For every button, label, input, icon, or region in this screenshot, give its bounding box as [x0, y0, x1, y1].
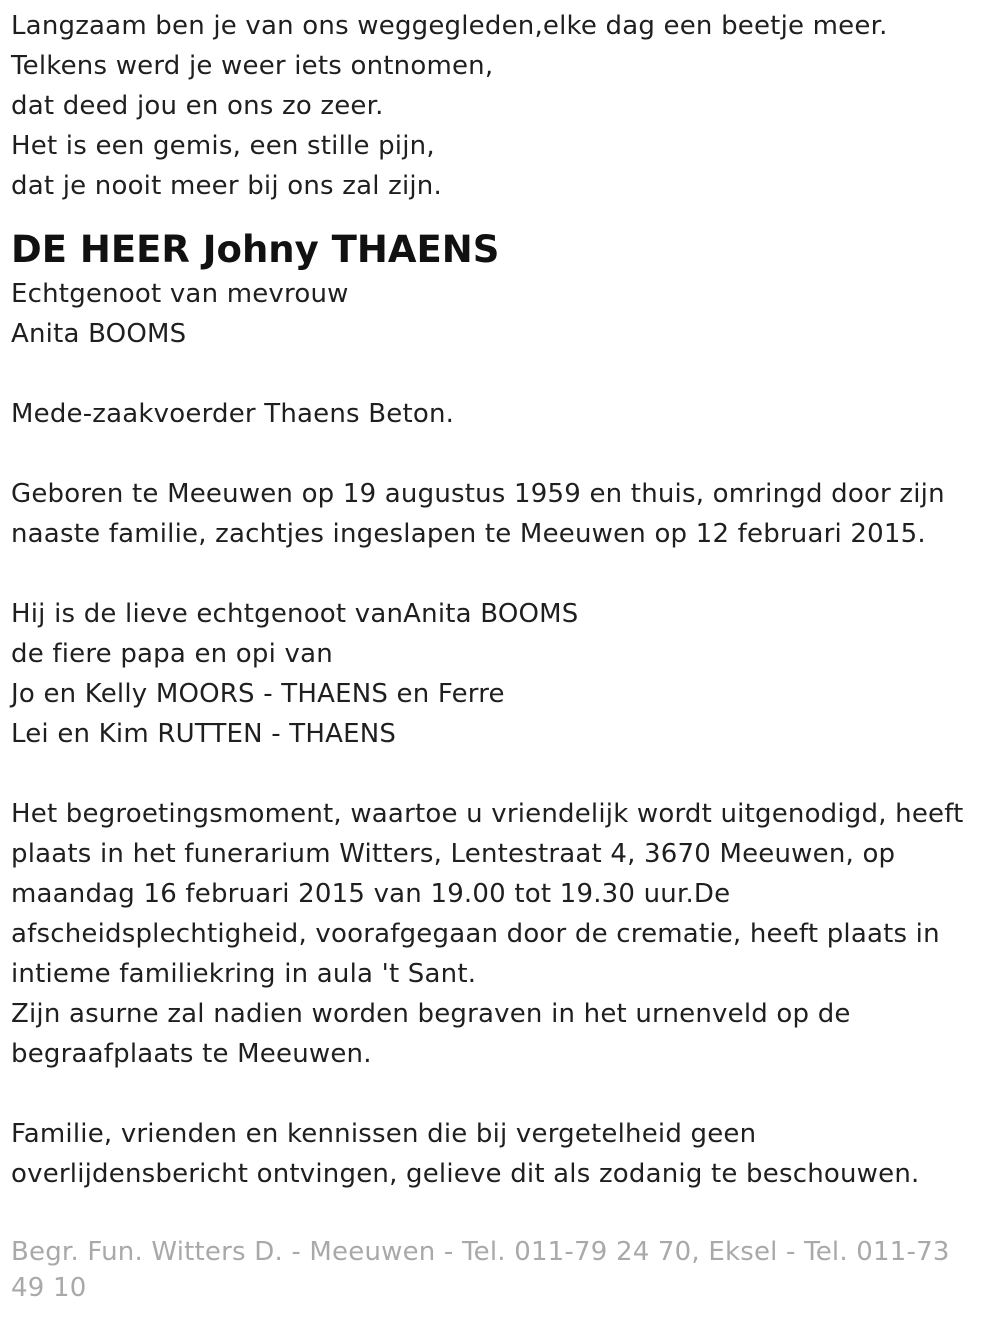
- poem-line: dat deed jou en ons zo zeer.: [11, 91, 384, 121]
- ceremony-line: intieme familiekring in aula 't Sant.: [11, 959, 477, 989]
- family-line: Jo en Kelly MOORS - THAENS en Ferre: [11, 679, 505, 709]
- notice-line: overlijdensbericht ontvingen, gelieve dit als zodanig te beschouwen.: [11, 1159, 920, 1189]
- ceremony-line: maandag 16 februari 2015 van 19.00 tot 19.30 uur.De: [11, 879, 731, 909]
- spacer: [11, 754, 991, 794]
- deceased-name-title: DE HEER Johny THAENS: [11, 228, 500, 271]
- spacer: [11, 554, 991, 594]
- poem-block: [11, 6, 991, 206]
- family-line: Lei en Kim RUTTEN - THAENS: [11, 719, 397, 749]
- spouse-line: Echtgenoot van mevrouw: [11, 279, 349, 309]
- spouse-block: [11, 274, 991, 354]
- family-block: [11, 594, 991, 754]
- spouse-name: Anita BOOMS: [11, 319, 187, 349]
- spacer: [11, 434, 991, 474]
- family-line: Hij is de lieve echtgenoot vanAnita BOOMS: [11, 599, 579, 629]
- poem-line: Het is een gemis, een stille pijn,: [11, 131, 435, 161]
- ceremony-block: [11, 794, 991, 1074]
- occupation-block: [11, 394, 991, 434]
- poem-line: dat je nooit meer bij ons zal zijn.: [11, 171, 442, 201]
- ceremony-line: Zijn asurne zal nadien worden begraven in het urnenveld op de: [11, 999, 851, 1029]
- birth-death-line: Geboren te Meeuwen op 19 augustus 1959 en thuis, omringd door zijn: [11, 479, 945, 509]
- ceremony-line: afscheidsplechtigheid, voorafgegaan door de crematie, heeft plaats in: [11, 919, 940, 949]
- poem-line: Langzaam ben je van ons weggegleden,elke dag een beetje meer.: [11, 11, 888, 41]
- spacer: [11, 1074, 991, 1114]
- spacer: [11, 354, 991, 394]
- notice-block: [11, 1114, 991, 1194]
- funeral-home-footer: Begr. Fun. Witters D. - Meeuwen - Tel. 011-79 24 70, Eksel - Tel. 011-73 49 10: [11, 1237, 950, 1303]
- obituary-document: [11, 6, 991, 1306]
- ceremony-line: Het begroetingsmoment, waartoe u vriendelijk wordt uitgenodigd, heeft: [11, 799, 964, 829]
- notice-line: Familie, vrienden en kennissen die bij vergetelheid geen: [11, 1119, 757, 1149]
- birth-death-block: [11, 474, 991, 554]
- birth-death-line: naaste familie, zachtjes ingeslapen te Meeuwen op 12 februari 2015.: [11, 519, 926, 549]
- poem-line: Telkens werd je weer iets ontnomen,: [11, 51, 494, 81]
- ceremony-line: begraafplaats te Meeuwen.: [11, 1039, 372, 1069]
- family-line: de fiere papa en opi van: [11, 639, 333, 669]
- occupation-line: Mede-zaakvoerder Thaens Beton.: [11, 399, 455, 429]
- ceremony-line: plaats in het funerarium Witters, Lentestraat 4, 3670 Meeuwen, op: [11, 839, 896, 869]
